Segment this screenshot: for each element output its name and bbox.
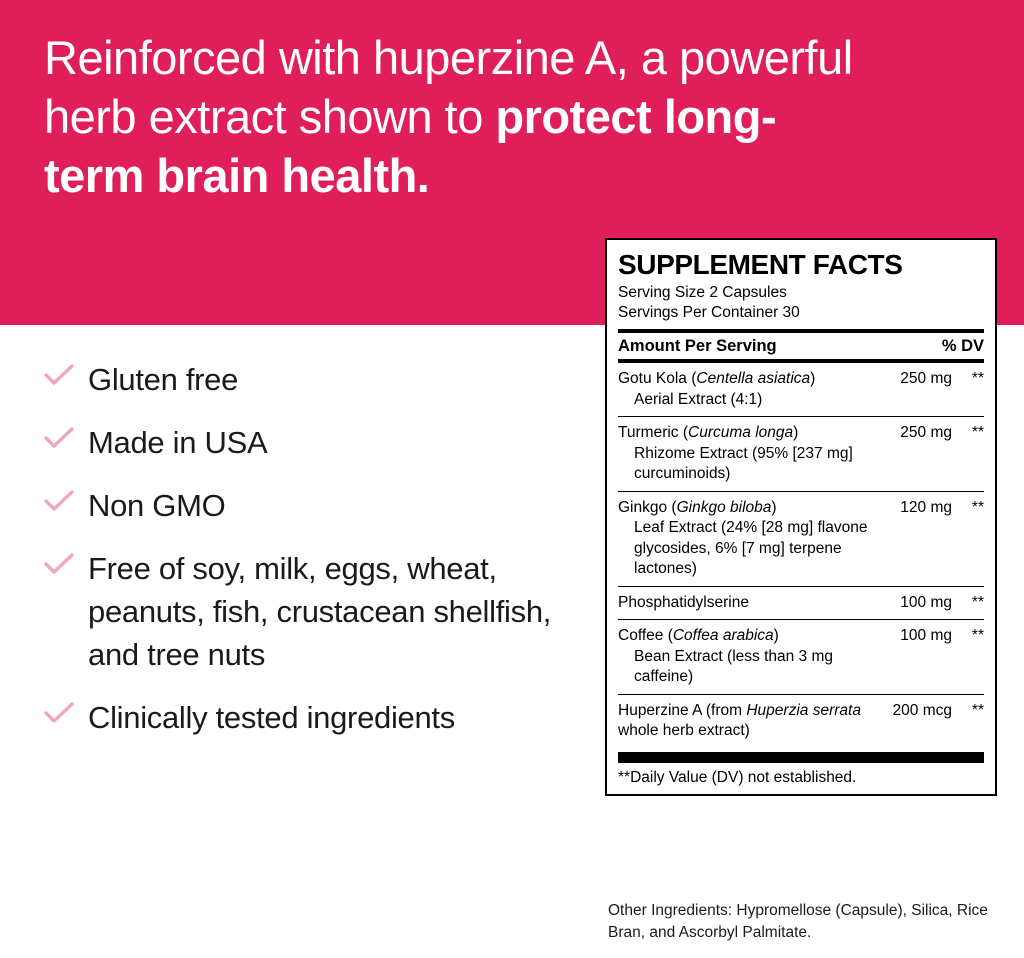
ingredient-name-main: Ginkgo (	[618, 498, 677, 516]
ingredient-amount: 100 mg	[900, 593, 952, 611]
list-item	[44, 547, 589, 676]
daily-value-footnote: **Daily Value (DV) not established.	[618, 768, 857, 786]
list-item	[44, 696, 589, 739]
feature-label: Made in USA	[88, 425, 268, 460]
table-row	[618, 695, 984, 748]
ingredient-subtext: Aerial Extract (4:1)	[634, 390, 763, 408]
ingredient-name-suffix: )	[773, 627, 779, 644]
ingredient-name-suffix: whole herb extract)	[618, 722, 750, 739]
table-row	[618, 587, 984, 621]
table-row	[618, 492, 984, 587]
ingredient-name	[618, 701, 882, 742]
ingredient-name	[618, 423, 882, 485]
list-item	[44, 358, 589, 401]
ingredient-amount: 250 mg	[900, 370, 952, 387]
ingredient-subtext: Bean Extract (less than 3 mg caffeine)	[634, 647, 834, 685]
ingredient-name-main: Phosphatidylserine	[618, 593, 749, 611]
ingredient-subtext: Rhizome Extract (95% [237 mg] curcuminoids)	[634, 444, 853, 482]
feature-label: Clinically tested ingredients	[88, 700, 455, 735]
ingredient-name	[618, 498, 882, 580]
ingredient-dv: **	[971, 593, 984, 611]
dv-header-label: % DV	[941, 337, 984, 355]
ingredient-name-suffix: )	[793, 424, 799, 441]
amount-per-serving-header	[618, 333, 984, 359]
feature-list	[44, 358, 589, 759]
ingredient-name	[618, 626, 882, 688]
serving-size: Serving Size 2 Capsules	[618, 284, 787, 301]
servings-per-container: Servings Per Container 30	[618, 304, 800, 321]
ingredient-name-main: Gotu Kola (	[618, 370, 697, 387]
table-row	[618, 363, 984, 417]
hero-heading-bold: protect long-term brain health.	[44, 90, 777, 202]
ingredient-rows	[618, 363, 984, 748]
ingredient-amount: 250 mg	[900, 424, 952, 441]
ingredient-name-latin: Coffea arabica	[672, 627, 774, 644]
table-row	[618, 417, 984, 492]
other-ingredients: Other Ingredients: Hypromellose (Capsule), Silica, Rice Bran, and Ascorbyl Palmitate.	[608, 902, 988, 941]
ingredient-subtext: Leaf Extract (24% [28 mg] flavone glycosides, 6% [7 mg] terpene lactones)	[634, 519, 868, 577]
check-icon	[44, 484, 88, 514]
ingredient-name-main: Turmeric (	[618, 424, 689, 441]
ingredient-dv: **	[971, 627, 984, 644]
ingredient-name	[618, 593, 882, 614]
ingredient-dv: **	[971, 701, 984, 719]
ingredient-name-main: Huperzine A (from	[618, 701, 747, 719]
feature-label: Gluten free	[88, 362, 239, 397]
ingredient-name-main: Coffee (	[618, 627, 673, 644]
list-item	[44, 421, 589, 464]
table-row	[618, 620, 984, 695]
list-item	[44, 484, 589, 527]
ingredient-dv: **	[971, 424, 984, 441]
check-icon	[44, 696, 88, 726]
check-icon	[44, 547, 88, 577]
ingredient-name-suffix: )	[810, 370, 816, 387]
ingredient-amount: 120 mg	[900, 498, 952, 516]
ingredient-amount: 200 mcg	[892, 701, 952, 719]
ingredient-dv: **	[971, 370, 984, 387]
ingredient-name-suffix: )	[771, 498, 777, 516]
ingredient-name-latin: Curcuma longa	[688, 424, 794, 441]
supplement-facts-title: SUPPLEMENT FACTS	[618, 249, 903, 280]
ingredient-name-latin: Ginkgo biloba	[676, 498, 772, 516]
feature-label: Free of soy, milk, eggs, wheat, peanuts, fish, crustacean shellfish, and tree nuts	[88, 551, 552, 672]
hero-heading-regular: Reinforced with huperzine A, a powerful herb extract shown to	[44, 31, 853, 143]
feature-label: Non GMO	[88, 488, 226, 523]
ingredient-name-latin: Centella asiatica	[696, 370, 811, 387]
divider-thick	[618, 752, 984, 763]
ingredient-amount: 100 mg	[900, 627, 952, 644]
ingredient-name	[618, 369, 882, 410]
amount-header-label: Amount Per Serving	[618, 337, 777, 355]
supplement-facts-panel	[605, 238, 997, 796]
check-icon	[44, 421, 88, 451]
check-icon	[44, 358, 88, 388]
hero-heading	[44, 28, 874, 205]
ingredient-dv: **	[971, 498, 984, 516]
ingredient-name-latin: Huperzia serrata	[746, 701, 861, 719]
